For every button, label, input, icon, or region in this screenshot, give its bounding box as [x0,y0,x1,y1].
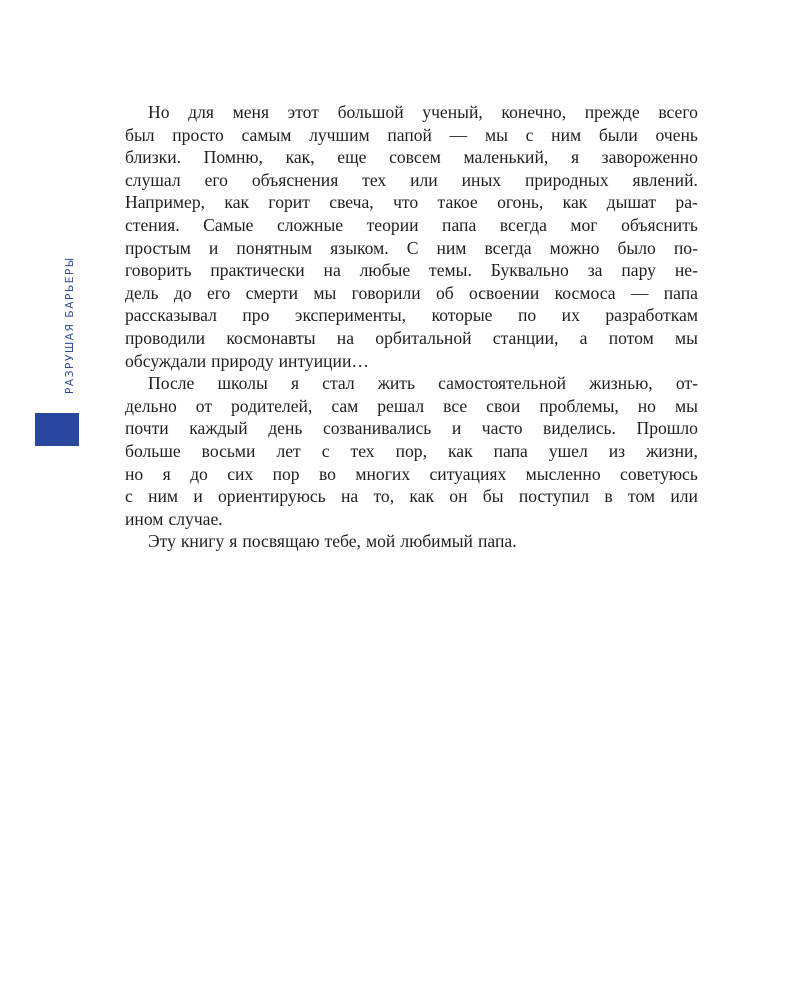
body-text [125,101,698,553]
text-line: почти каждый день созванивались и часто виделись. Прошло [125,418,698,439]
text-line: дель до его смерти мы говорили об освоении космоса — папа [125,282,698,303]
text-line: был просто самым лучшим папой — мы с ним были очень [125,124,698,145]
text-line: обсуждали природу интуиции… [125,350,369,371]
text-line: дельно от родителей, сам решал все свои проблемы, но мы [125,395,698,416]
text-line: больше восьми лет с тех пор, как папа ушел из жизни, [125,440,698,461]
text-line: с ним и ориентируюсь на то, как он бы поступил в том или [125,486,698,507]
text-line: рассказывал про эксперименты, которые по их разработкам [125,305,698,326]
text-line: говорить практически на любые темы. Буквально за пару не- [125,260,698,281]
text-line: Эту книгу я посвящаю тебе, мой любимый папа. [148,531,517,552]
running-head-vertical: РАЗРУШАЯ БАРЬЕРЫ [64,256,76,394]
text-line: близки. Помню, как, еще совсем маленький, я завороженно [125,147,698,168]
text-line: простым и понятным языком. С ним всегда можно было по- [125,237,698,258]
text-line: проводили космонавты на орбитальной станции, а потом мы [125,327,698,348]
text-line: но я до сих пор во многих ситуациях мысленно советуюсь [125,463,698,484]
text-line: ином случае. [125,508,223,529]
section-color-block [35,413,79,446]
text-line: Но для меня этот большой ученый, конечно, прежде всего [148,102,698,122]
text-line: слушал его объяснения тех или иных природных явлений. [125,169,698,190]
text-line: стения. Самые сложные теории папа всегда мог объяснить [125,214,698,235]
text-line: Например, как горит свеча, что такое огонь, как дышат ра- [125,192,698,213]
text-line: После школы я стал жить самостоятельной жизнью, от- [148,373,698,394]
